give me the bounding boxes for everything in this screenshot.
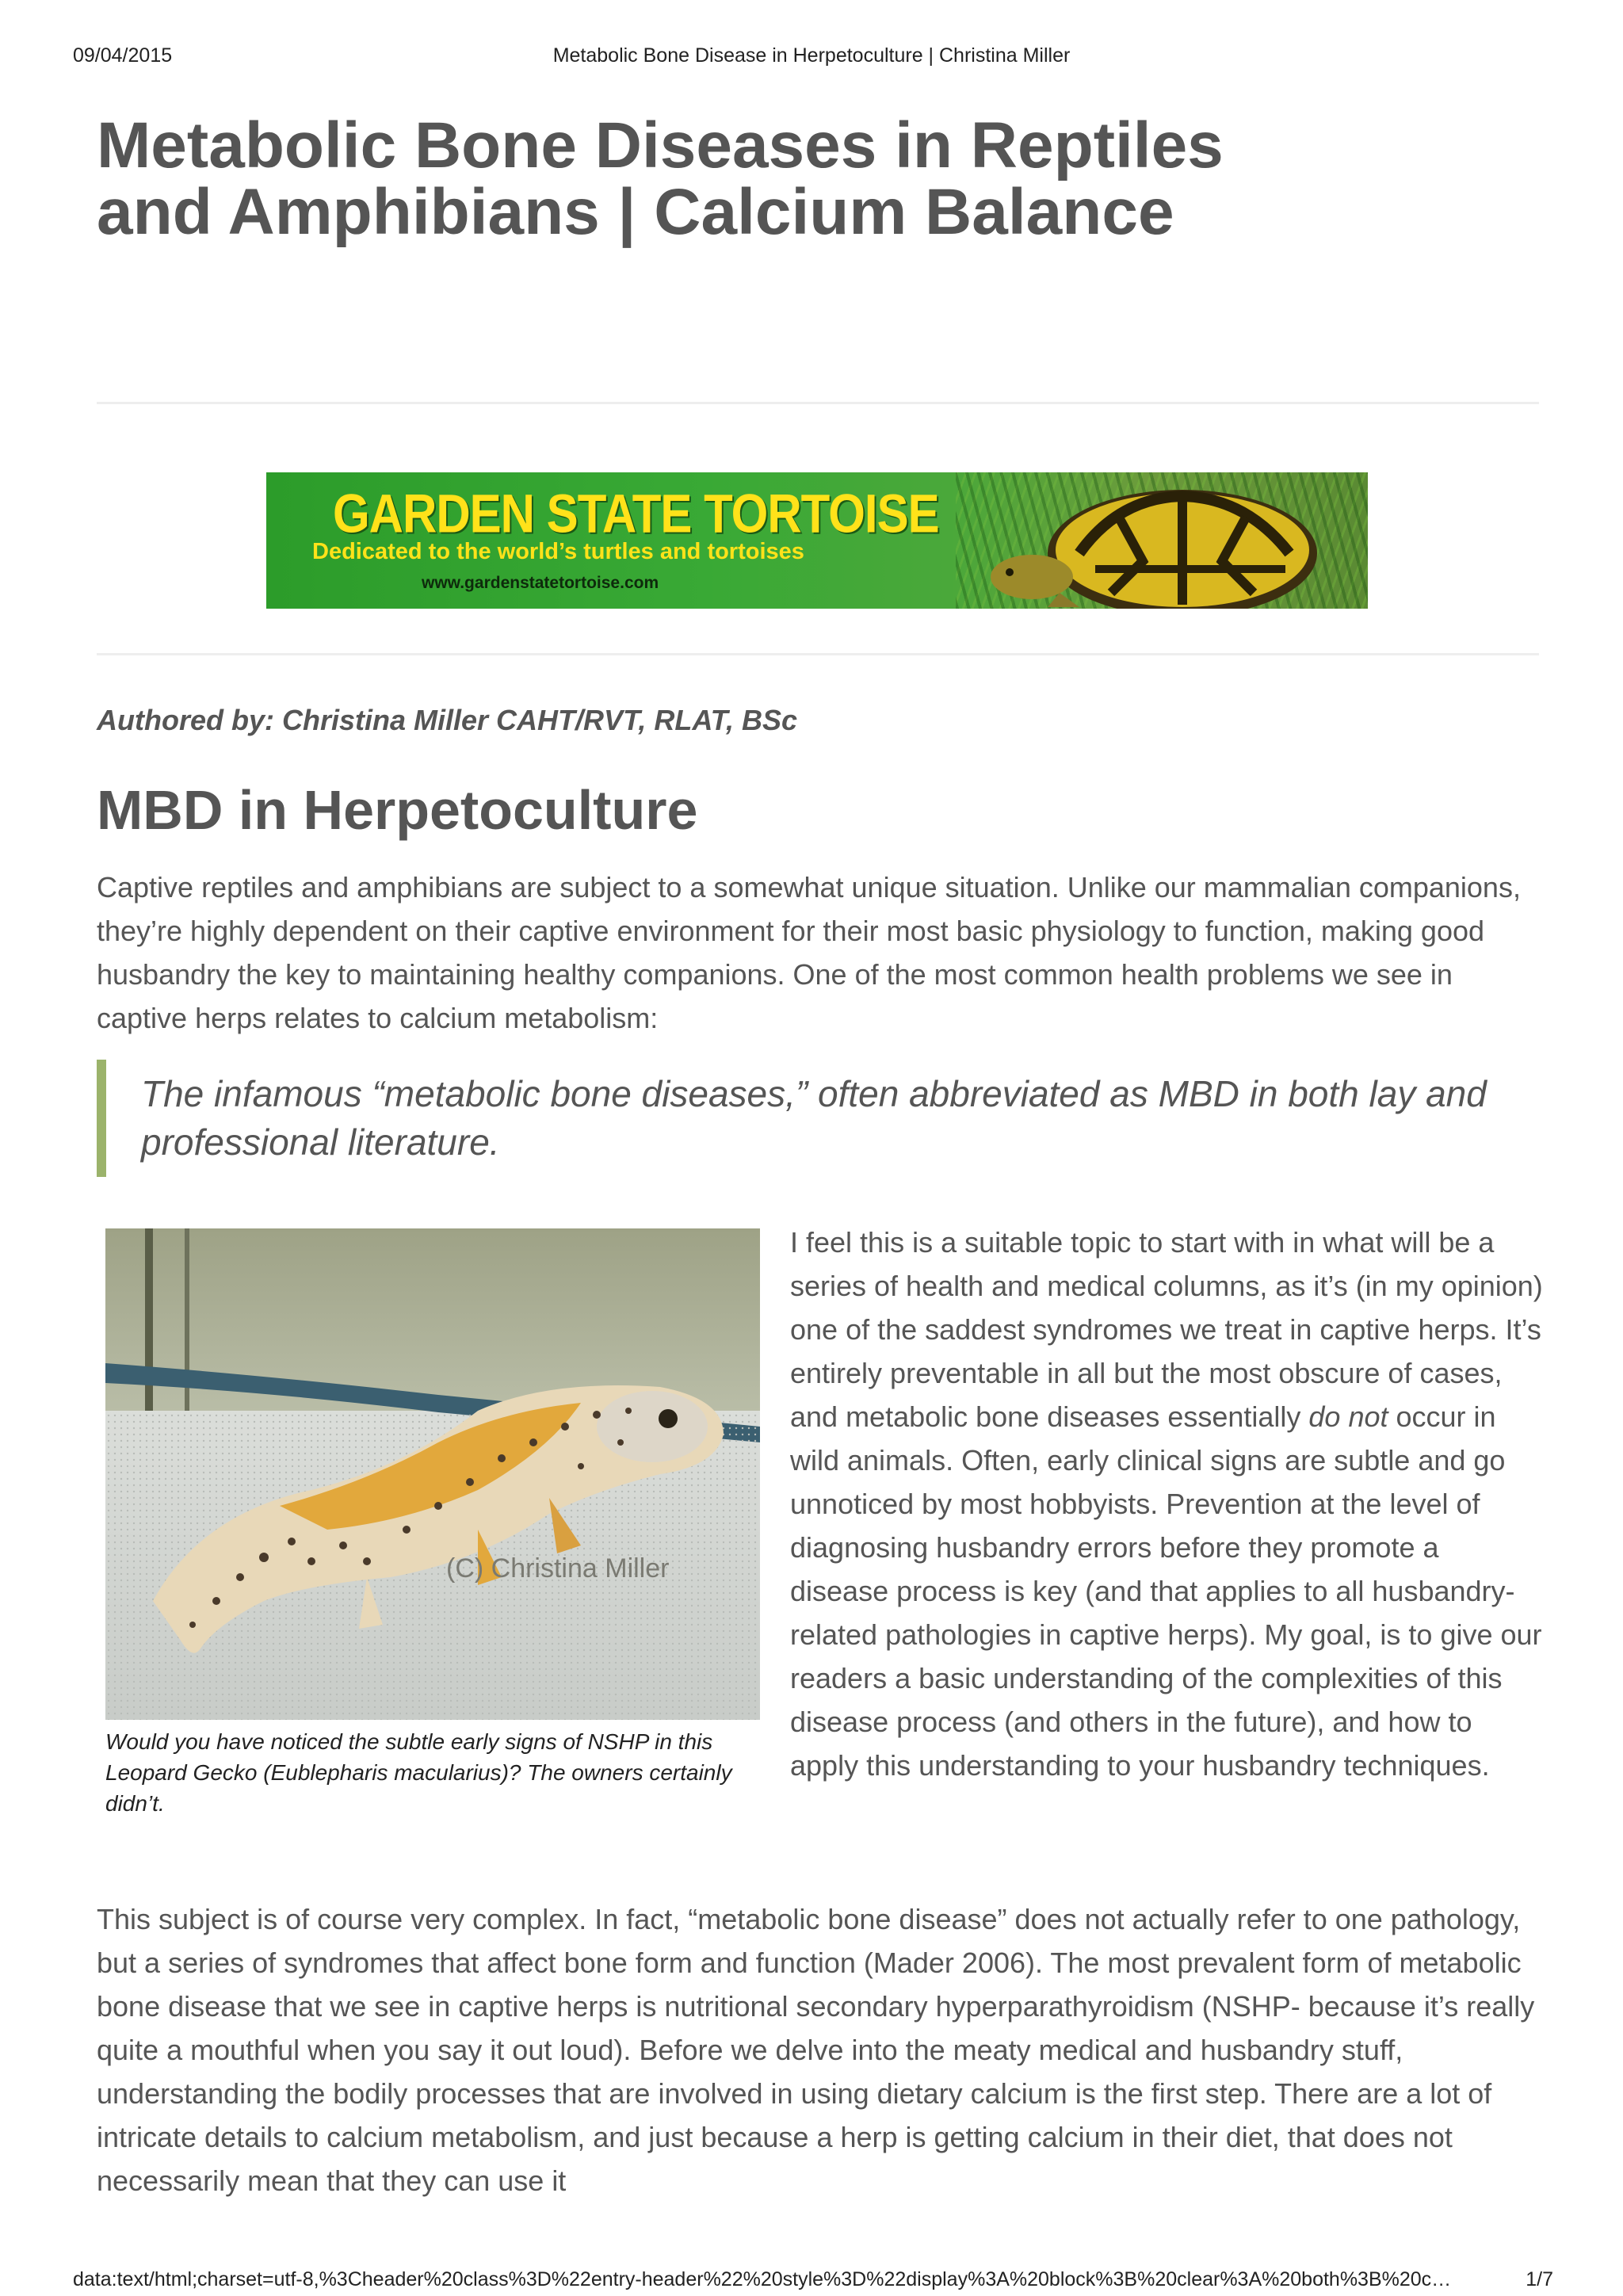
blockquote-bar (97, 1060, 106, 1177)
continuation-paragraph: This subject is of course very complex. In fact, “metabolic bone disease” does not actually refer to one pathology, but a series of syndromes that affect bone form and function (Mader 2006). The most prevalent form of metabolic bone disease that we see in captive herps is nutritional secondary hyperparathyroidism (NSHP- because it’s really quite a mouthful when you say it out loud). Before we delve into the meaty medical and husbandry stuff, understanding the bodily processes that are involved in using dietary calcium is the first step. There are a lot of intricate details to calcium metabolism, and just because a herp is getting calcium in their diet, that does not necessarily mean that they can use it (97, 1903, 1535, 2197)
print-page-title: Metabolic Bone Disease in Herpetoculture | Christina Miller (552, 44, 1071, 67)
section-heading: MBD in Herpetoculture (97, 779, 698, 841)
page-number: 1/7 (1526, 2268, 1553, 2290)
side-paragraph-text: occur in wild animals. Often, early clinical signs are subtle and go unnoticed by most hobbyists. Prevention at the level of diagnosing husbandry errors before they promote a disease process is key (and that applies to all husbandry-related pathologies in captive herps). My goal, is to give our readers a basic understanding of the complexities of this disease process (and others in the future), and how to apply this understanding to your husbandry techniques. (790, 1400, 1542, 1782)
intro-paragraph: Captive reptiles and amphibians are subject to a somewhat unique situation. Unlike our mammalian companions, they’re highly dependent on their captive environment for their most basic physiology to function, making good husbandry the key to maintaining healthy companions. One of the most common health problems we see in captive herps relates to calcium metabolism: (97, 871, 1521, 1034)
emphasis-text: do not (1308, 1400, 1388, 1433)
banner-url: www.gardenstatetortoise.com (422, 574, 659, 592)
divider (97, 402, 1539, 404)
print-date: 09/04/2015 (73, 44, 173, 67)
side-paragraph-text: I feel this is a suitable topic to start with in what will be a series of health and medical columns, as it’s (in my opinion) one of the saddest syndromes we treat in captive herps. It’s entirely preventable in all but the most obscure of cases, and metabolic bone diseases essentially (790, 1226, 1543, 1433)
leopard-gecko-photo (105, 1228, 760, 1720)
print-footer-url: data:text/html;charset=utf-8,%3Cheader%20class%3D%22entry-header%22%20style%3D%22display%3A%20block%3B%20clear%3A%20both%3B%20c… (73, 2268, 1452, 2290)
tortoise-image (984, 474, 1349, 609)
garden-state-tortoise-banner[interactable] (266, 472, 1368, 609)
divider (97, 653, 1539, 655)
blockquote: The infamous “metabolic bone diseases,” often abbreviated as MBD in both lay and professional literature. (141, 1073, 1487, 1163)
article-title: Metabolic Bone Diseases in Reptiles and Amphibians | Calcium Balance (97, 109, 1224, 248)
banner-title: GARDEN STATE TORTOISE (333, 483, 939, 544)
photo-watermark: (C) Christina Miller (446, 1553, 670, 1584)
side-paragraph (790, 1221, 1543, 1787)
banner-tagline: Dedicated to the world’s turtles and tortoises (312, 539, 804, 564)
photo-caption: Would you have noticed the subtle early signs of NSHP in this Leopard Gecko (Eublepharis macularius)? The owners certainly didn’t. (105, 1729, 732, 1816)
author-byline: Authored by: Christina Miller CAHT/RVT, RLAT, BSc (97, 704, 798, 736)
